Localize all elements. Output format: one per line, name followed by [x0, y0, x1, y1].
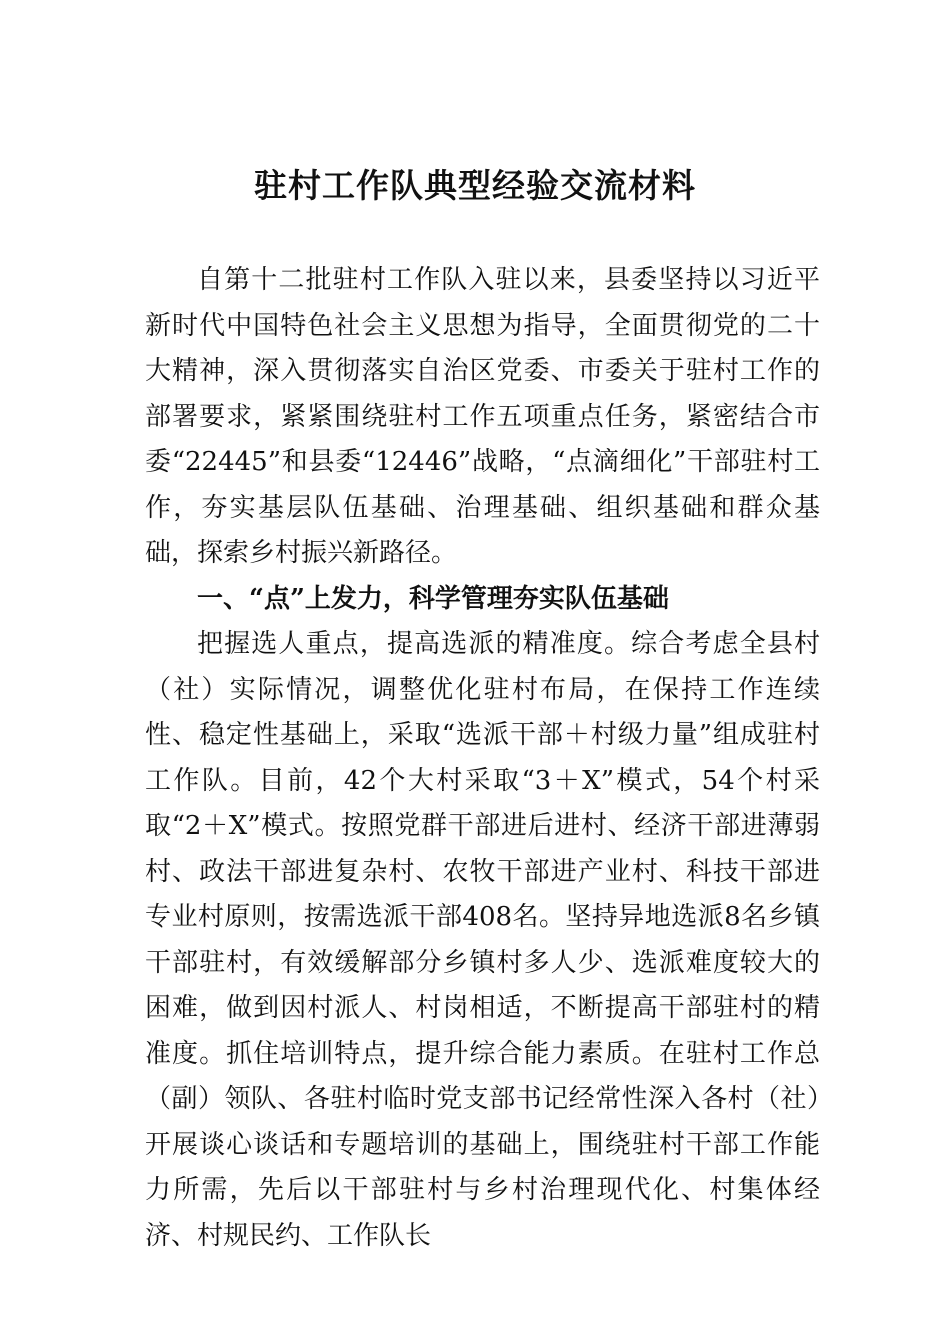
section-heading: 一、“点”上发力，科学管理夯实队伍基础 — [197, 583, 669, 614]
document-body — [145, 258, 820, 1259]
section-paragraph: 把握选人重点，提高选派的精准度。综合考虑全县村（社）实际情况，调整优化驻村布局，在保持工作连续性、稳定性基础上，采取“选派干部＋村级力量”组成驻村工作队。目前，42个大村采取“3＋X”模式，54个村采取“2＋X”模式。按照党群干部进后进村、经济干部进薄弱村、政法干部进复杂村、农牧干部进产业村、科技干部进专业村原则，按需选派干部408名。坚持异地选派8名乡镇干部驻村，有效缓解部分乡镇村多人少、选派难度较大的困难，做到因村派人、村岗相适，不断提高干部驻村的精准度。抓住培训特点，提升综合能力素质。在驻村工作总（副）领队、各驻村临时党支部书记经常性深入各村（社）开展谈心谈话和专题培训的基础上，围绕驻村干部工作能力所需，先后以干部驻村与乡村治理现代化、村集体经济、村规民约、工作队长 — [145, 629, 820, 1251]
intro-paragraph: 自第十二批驻村工作队入驻以来，县委坚持以习近平新时代中国特色社会主义思想为指导，全面贯彻党的二十大精神，深入贯彻落实自治区党委、市委关于驻村工作的部署要求，紧紧围绕驻村工作五项重点任务，紧密结合市委“22445”和县委“12446”战略，“点滴细化”干部驻村工作，夯实基层队伍基础、治理基础、组织基础和群众基础，探索乡村振兴新路径。 — [145, 265, 820, 568]
document-title: 驻村工作队典型经验交流材料 — [254, 166, 696, 205]
